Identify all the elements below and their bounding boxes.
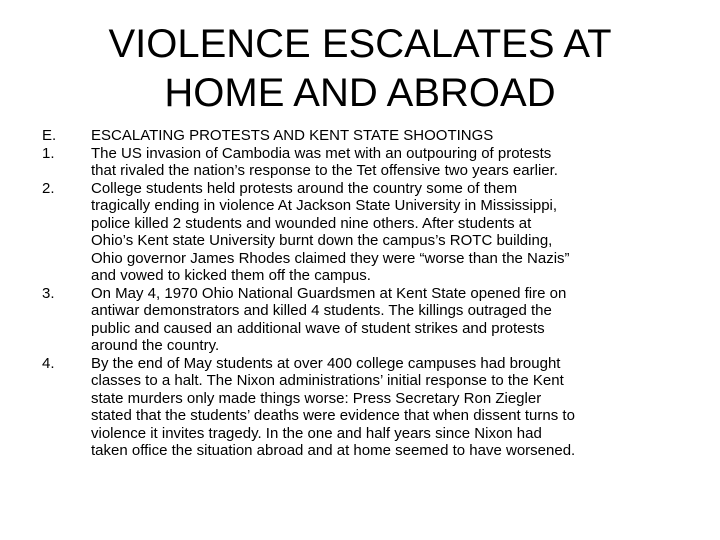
text-line: and vowed to kicked them off the campus. bbox=[91, 267, 371, 284]
text-line: around the country. bbox=[91, 337, 220, 354]
outline-text bbox=[91, 355, 678, 460]
text-line: The US invasion of Cambodia was met with an outpouring of protests bbox=[91, 144, 552, 162]
outline-text bbox=[91, 145, 678, 180]
text-line: On May 4, 1970 Ohio National Guardsmen at Kent State opened fire on bbox=[91, 284, 567, 302]
text-line: Ohio governor James Rhodes claimed they were “worse than the Nazis” bbox=[91, 249, 570, 267]
text-line: state murders only made things worse: Press Secretary Ron Ziegler bbox=[91, 389, 542, 407]
text-line: public and caused an additional wave of student strikes and protests bbox=[91, 319, 545, 337]
outline-item-1 bbox=[42, 145, 682, 180]
text-line: classes to a halt. The Nixon administrations’ initial response to the Kent bbox=[91, 372, 564, 389]
text-line: tragically ending in violence At Jackson State University in Mississippi, bbox=[91, 197, 558, 214]
text-line: taken office the situation abroad and at home seemed to have worsened. bbox=[91, 442, 576, 459]
text-line: Ohio’s Kent state University burnt down the campus’s ROTC building, bbox=[91, 232, 553, 249]
outline-text bbox=[91, 285, 678, 355]
text-line: By the end of May students at over 400 college campuses had brought bbox=[91, 354, 561, 372]
slide-title bbox=[40, 20, 680, 118]
outline-marker: 3. bbox=[42, 284, 55, 302]
text-line: that rivaled the nation’s response to the Tet offensive two years earlier. bbox=[91, 162, 558, 179]
outline-item-3 bbox=[42, 285, 682, 355]
slide-body bbox=[42, 127, 682, 460]
text-line: stated that the students’ deaths were evidence that when dissent turns to bbox=[91, 407, 575, 424]
text-line: College students held protests around the country some of them bbox=[91, 179, 518, 197]
outline-marker: 2. bbox=[42, 179, 55, 197]
outline-marker: E. bbox=[42, 127, 57, 144]
outline-item-4 bbox=[42, 355, 682, 460]
outline-text bbox=[91, 127, 678, 145]
outline-item-2 bbox=[42, 180, 682, 285]
title-line-2: HOME AND ABROAD bbox=[164, 71, 556, 115]
text-line: ESCALATING PROTESTS AND KENT STATE SHOOTINGS bbox=[91, 127, 494, 144]
outline-marker: 4. bbox=[42, 354, 55, 372]
text-line: violence it invites tragedy. In the one and half years since Nixon had bbox=[91, 424, 542, 442]
outline-marker: 1. bbox=[42, 144, 55, 162]
outline-item-e bbox=[42, 127, 682, 145]
text-line: police killed 2 students and wounded nine others. After students at bbox=[91, 214, 532, 232]
title-line-1: VIOLENCE ESCALATES AT bbox=[108, 22, 612, 66]
outline-text bbox=[91, 180, 678, 285]
text-line: antiwar demonstrators and killed 4 students. The killings outraged the bbox=[91, 302, 552, 319]
